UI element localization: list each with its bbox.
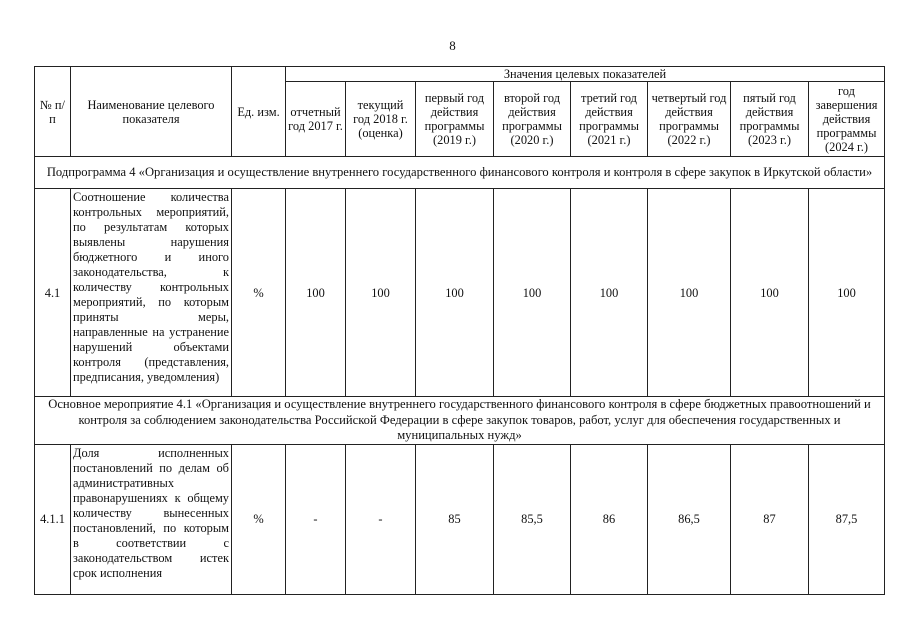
value-cell: 100: [731, 189, 809, 397]
header-year-2017: отчетный год 2017 г.: [286, 82, 346, 157]
row-num: 4.1: [35, 189, 71, 397]
value-cell: 100: [286, 189, 346, 397]
table-row: [35, 189, 885, 397]
header-name: Наименование целевого показателя: [71, 67, 232, 157]
subprogram-title: Подпрограмма 4 «Организация и осуществление внутреннего государственного финансового контроля и контроля в сфере закупок в Иркутской области»: [35, 157, 885, 189]
main-activity-title: Основное мероприятие 4.1 «Организация и осуществление внутреннего государственного финансового контроля в сфере бюджетных правоотношений и контроля за соблюдением законодательства Российской Федерации в сфере закупок товаров, работ, услуг для обеспечения государственных и муниципальных нужд»: [35, 397, 885, 445]
table-row: [35, 444, 885, 594]
value-cell: -: [346, 444, 416, 594]
value-cell: 87: [731, 444, 809, 594]
value-cell: 100: [346, 189, 416, 397]
header-num: № п/п: [35, 67, 71, 157]
header-year-2022: четвертый год действия программы (2022 г.): [648, 82, 731, 157]
page-number: 8: [449, 38, 456, 53]
value-cell: 85: [416, 444, 494, 594]
value-cell: 100: [494, 189, 571, 397]
header-year-2021: третий год действия программы (2021 г.): [571, 82, 648, 157]
value-cell: 100: [809, 189, 885, 397]
indicator-name: Соотношение количества контрольных мероприятий, по результатам которых выявлены нарушения бюджетного и иного законодательства, к количеству контрольных мероприятий, по которым приняты меры, направленные на устранение нарушений объектами контроля (представления, предписания, уведомления): [71, 189, 232, 397]
value-cell: 86,5: [648, 444, 731, 594]
value-cell: 100: [416, 189, 494, 397]
header-values-group: Значения целевых показателей: [286, 67, 885, 82]
header-year-2018: текущий год 2018 г. (оценка): [346, 82, 416, 157]
header-year-2024: год завершения действия программы (2024 г.): [809, 82, 885, 157]
row-num: 4.1.1: [35, 444, 71, 594]
header-unit: Ед. изм.: [232, 67, 286, 157]
indicators-table: [34, 66, 885, 595]
header-year-2019: первый год действия программы (2019 г.): [416, 82, 494, 157]
header-year-2023: пятый год действия программы (2023 г.): [731, 82, 809, 157]
indicator-name: Доля исполненных постановлений по делам об административных правонарушениях к общему количеству вынесенных постановлений, по которым в соответствии с законодательством истек срок исполнения: [71, 444, 232, 594]
value-cell: -: [286, 444, 346, 594]
header-year-2020: второй год действия программы (2020 г.): [494, 82, 571, 157]
value-cell: 87,5: [809, 444, 885, 594]
value-cell: 86: [571, 444, 648, 594]
value-cell: 85,5: [494, 444, 571, 594]
unit-cell: %: [232, 189, 286, 397]
unit-cell: %: [232, 444, 286, 594]
value-cell: 100: [571, 189, 648, 397]
value-cell: 100: [648, 189, 731, 397]
